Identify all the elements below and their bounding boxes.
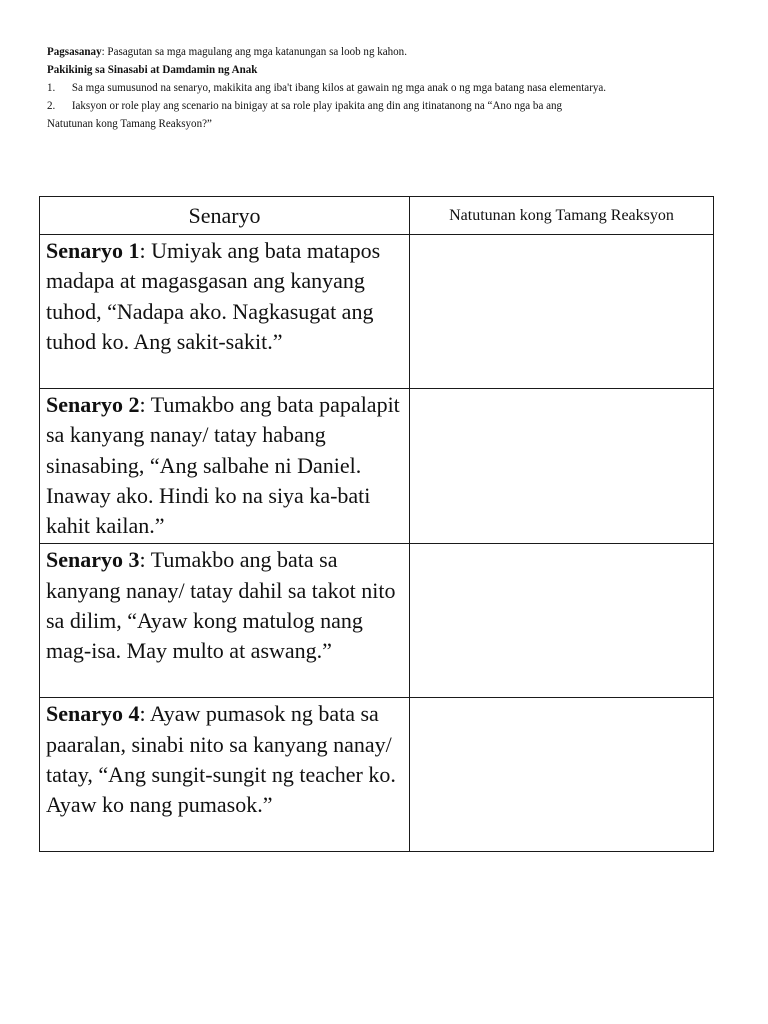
scenario-label: Senaryo 2 bbox=[46, 392, 140, 417]
table-header-row bbox=[40, 197, 714, 235]
exercise-label: Pagsasanay bbox=[47, 44, 102, 58]
scenario-description: : Tumakbo ang bata sa kanyang nanay/ tatay dahil sa takot nito sa dilim, “Ayaw kong matulog nang mag-isa. May multo at aswang.” bbox=[46, 547, 396, 664]
instruction-number: 1. bbox=[47, 80, 56, 94]
reaction-answer-cell[interactable] bbox=[410, 389, 714, 544]
exercise-instruction: : Pasagutan sa mga magulang ang mga katanungan sa loob ng kahon. bbox=[101, 44, 407, 58]
scenario-label: Senaryo 3 bbox=[46, 547, 140, 573]
scenario-description: : Ayaw pumasok ng bata sa paaralan, sinabi nito sa kanyang nanay/ tatay, “Ang sungit-sungit ng teacher ko. Ayaw ko nang pumasok.” bbox=[46, 701, 396, 818]
table-row bbox=[40, 235, 714, 389]
instruction-item-2 bbox=[47, 96, 724, 114]
reaction-answer-cell[interactable] bbox=[410, 544, 714, 698]
reaction-answer-cell[interactable] bbox=[410, 235, 714, 389]
instruction-item-2-continued: Natutunan kong Tamang Reaksyon?” bbox=[47, 116, 212, 130]
scenario-cell bbox=[40, 698, 410, 852]
worksheet-header bbox=[47, 42, 724, 132]
reaction-column-header: Natutunan kong Tamang Reaksyon bbox=[410, 197, 714, 235]
scenario-label: Senaryo 1 bbox=[46, 238, 140, 263]
scenario-label: Senaryo 4 bbox=[46, 701, 140, 727]
table-row bbox=[40, 389, 714, 544]
worksheet-subtitle-text: Pakikinig sa Sinasabi at Damdamin ng Anak bbox=[47, 62, 258, 76]
exercise-line bbox=[47, 42, 724, 60]
scenario-cell bbox=[40, 389, 410, 544]
scenario-cell bbox=[40, 235, 410, 389]
scenario-cell bbox=[40, 544, 410, 698]
table-row bbox=[40, 544, 714, 698]
scenario-description: : Umiyak ang bata matapos madapa at magasgasan ang kanyang tuhod, “Nadapa ako. Nagkasugat ang tuhod ko. Ang sakit-sakit.” bbox=[46, 238, 381, 354]
instruction-item-1 bbox=[47, 78, 724, 96]
table-row bbox=[40, 698, 714, 852]
instruction-text: Sa mga sumusunod na senaryo, makikita ang iba't ibang kilos at gawain ng mga anak o ng mga batang nasa elementarya. bbox=[71, 80, 607, 94]
scenario-description: : Tumakbo ang bata papalapit sa kanyang nanay/ tatay habang sinasabing, “Ang salbahe ni Daniel. Inaway ako. Hindi ko na siya ka-bati kahit kailan.” bbox=[46, 392, 400, 539]
instruction-number: 2. bbox=[47, 98, 56, 112]
scenario-table bbox=[39, 196, 714, 852]
reaction-answer-cell[interactable] bbox=[410, 698, 714, 852]
scenario-column-header: Senaryo bbox=[40, 197, 410, 235]
instruction-text: Iaksyon or role play ang scenario na binigay at sa role play ipakita ang din ang itinatanong na “Ano nga ba ang bbox=[71, 98, 563, 112]
worksheet-subtitle bbox=[47, 60, 724, 78]
